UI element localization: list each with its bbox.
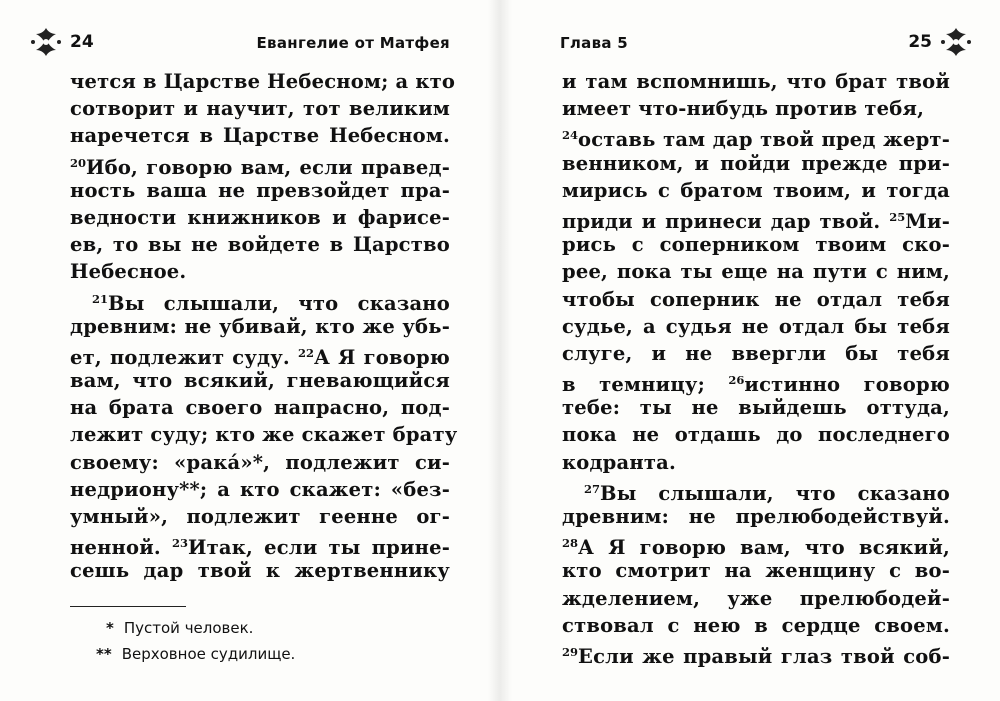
- line-text: ствовал с нею в сердце своем.: [562, 613, 950, 637]
- line-text: своему: «рака́»*, подлежит си-: [70, 450, 450, 474]
- line-text: имеет что-нибудь против тебя,: [562, 97, 925, 121]
- verse-number: 26: [728, 373, 745, 388]
- text-line: [70, 150, 450, 177]
- right-page-header: [540, 26, 972, 62]
- text-line: [70, 367, 450, 394]
- left-text-column: [70, 68, 458, 585]
- line-text: Вы слышали, что сказано: [600, 481, 950, 505]
- text-line: [562, 204, 950, 231]
- text-line: [562, 394, 950, 421]
- text-line: [562, 68, 950, 95]
- left-page-header: [30, 26, 450, 62]
- text-line: [70, 476, 450, 503]
- text-line: [70, 340, 450, 367]
- line-text: древним: не убивай, кто же убь-: [70, 314, 450, 338]
- line-text: Ми-: [905, 209, 950, 233]
- line-text: венником, и пойди прежде при-: [562, 151, 950, 175]
- ornament-icon: [30, 26, 62, 58]
- right-text-column: [562, 68, 950, 666]
- right-page: [500, 0, 1000, 701]
- line-text: умный», подлежит геенне ог-: [70, 505, 450, 528]
- verse-number: 29: [562, 644, 579, 659]
- text-line: [70, 394, 450, 421]
- line-text: сешь дар твой к жертвеннику: [70, 559, 450, 583]
- line-text: тебе: ты не выйдешь оттуда,: [562, 396, 950, 420]
- footnote: [106, 618, 253, 638]
- line-text: Ибо, говорю вам, если правед-: [86, 155, 450, 179]
- line-text: Итак, если ты прине-: [188, 536, 451, 560]
- running-head: Глава 5: [560, 34, 629, 52]
- line-text: наречется в Царстве Небесном.: [70, 124, 450, 148]
- footnote-text: Верховное судилище.: [121, 645, 296, 663]
- text-line: [70, 503, 450, 530]
- footnote-mark: *: [106, 619, 114, 637]
- verse-number: 28: [562, 536, 579, 551]
- text-line: [70, 557, 450, 584]
- verse-number: 25: [889, 209, 906, 224]
- line-text: рее, пока ты еще на пути с ним,: [562, 260, 950, 284]
- text-line: [562, 340, 950, 367]
- text-line: [562, 231, 950, 258]
- line-text: ность ваша не превзойдет пра-: [70, 178, 450, 202]
- footnote-text: Пустой человек.: [123, 619, 254, 637]
- text-line: [562, 122, 950, 152]
- verse-number: 23: [172, 536, 189, 551]
- text-line: [562, 639, 950, 666]
- line-text: чется в Царстве Небесном; а кто: [70, 70, 456, 93]
- line-text: Небесное.: [70, 260, 187, 284]
- text-line: [562, 449, 950, 476]
- text-line: [70, 286, 450, 313]
- text-line: [70, 313, 450, 340]
- line-text: рись с соперником твоим ско-: [562, 233, 950, 257]
- text-line: [562, 476, 950, 503]
- text-line: [70, 204, 450, 231]
- text-line: [562, 313, 950, 340]
- line-text: пока не отдашь до последнего: [562, 423, 950, 447]
- line-text: А Я говорю вам, что всякий,: [578, 536, 950, 560]
- line-text: чтобы соперник не отдал тебя: [562, 287, 950, 311]
- line-text: в темницу;: [562, 373, 729, 397]
- verse-number: 24: [562, 128, 579, 143]
- line-text: приди и принеси дар твой.: [562, 209, 890, 233]
- text-line: [562, 421, 950, 448]
- line-text: оставь там дар твой пред жерт-: [578, 128, 950, 152]
- line-text: жделением, уже прелюбодей-: [562, 586, 950, 610]
- line-text: Если же правый глаз твой соб-: [578, 644, 950, 668]
- text-line: [562, 286, 950, 313]
- line-text: лежит суду; кто же скажет брату: [70, 423, 458, 447]
- line-text: истинно говорю: [744, 373, 950, 397]
- line-text: на брата своего напрасно, под-: [70, 396, 450, 420]
- line-text: вам, что всякий, гневающийся: [70, 369, 450, 393]
- text-line: [562, 530, 950, 560]
- ornament-icon: [940, 26, 972, 58]
- line-text: судье, а судья не отдал бы тебя: [562, 314, 950, 338]
- footnote-mark: **: [96, 645, 112, 663]
- text-line: [70, 95, 450, 122]
- footnote-rule: [70, 606, 186, 607]
- running-head: Евангелие от Матфея: [256, 34, 450, 52]
- line-text: недриону**; а кто скажет: «без-: [70, 477, 450, 501]
- text-line: [562, 585, 950, 612]
- line-text: и там вспомнишь, что брат твой: [562, 70, 950, 93]
- text-line: [562, 258, 950, 285]
- verse-number: 20: [70, 155, 87, 170]
- text-line: [70, 530, 451, 560]
- line-text: кодранта.: [562, 450, 676, 474]
- text-line: [70, 177, 450, 204]
- text-line: [562, 95, 950, 122]
- text-line: [562, 367, 950, 397]
- verse-number: 27: [584, 481, 601, 496]
- line-text: древним: не прелюбодействуй.: [562, 505, 950, 528]
- page-number: 24: [70, 32, 94, 52]
- footnote: [96, 644, 295, 664]
- line-text: Вы слышали, что сказано: [108, 291, 450, 315]
- line-text: слуге, и не ввергли бы тебя: [562, 341, 950, 365]
- text-line: [70, 231, 450, 258]
- text-line: [562, 177, 950, 204]
- text-line: [70, 258, 450, 285]
- line-text: ет, подлежит суду.: [70, 345, 298, 369]
- text-line: [70, 122, 450, 149]
- line-text: ненной.: [70, 536, 172, 560]
- page-number: 25: [908, 32, 932, 52]
- verse-number: 21: [92, 291, 109, 306]
- text-line: [70, 449, 450, 476]
- line-text: сотворит и научит, тот великим: [70, 97, 450, 121]
- line-text: ев, то вы не войдете в Царство: [70, 233, 450, 257]
- text-line: [562, 557, 950, 584]
- line-text: мирись с братом твоим, и тогда: [562, 178, 950, 202]
- line-text: кто смотрит на женщину с во-: [562, 559, 950, 583]
- line-text: А Я говорю: [314, 345, 450, 369]
- text-line: [562, 612, 950, 639]
- verse-number: 22: [298, 345, 315, 360]
- text-line: [70, 68, 456, 95]
- line-text: ведности книжников и фарисе-: [70, 205, 450, 229]
- text-line: [562, 150, 950, 177]
- text-line: [562, 503, 950, 530]
- text-line: [70, 421, 458, 448]
